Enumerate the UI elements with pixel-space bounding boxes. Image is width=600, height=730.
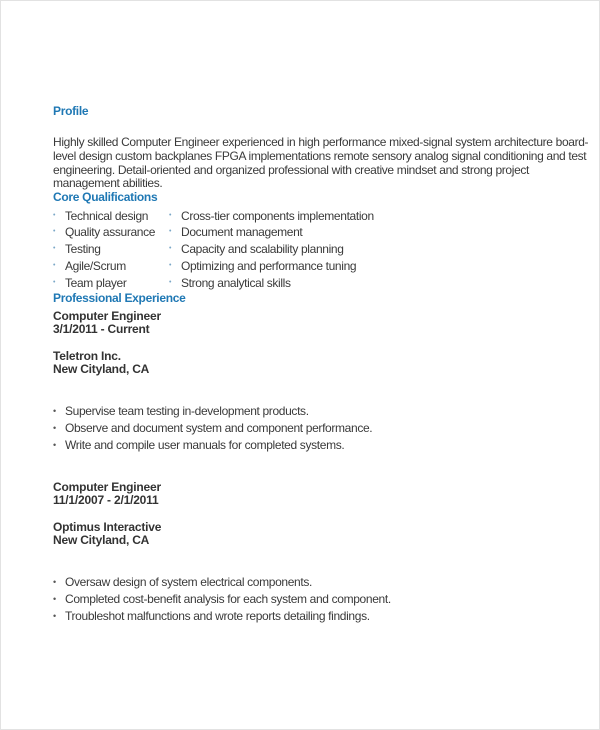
job-bullet: Oversaw design of system electrical components. — [65, 575, 312, 589]
bullet-icon: • — [169, 279, 172, 286]
job-bullet: Supervise team testing in-development products. — [65, 404, 309, 418]
job-dates: 11/1/2007 - 2/1/2011 — [53, 493, 159, 507]
qualification-item: Team player — [65, 276, 127, 290]
bullet-icon: • — [53, 228, 56, 235]
bullet-icon: • — [169, 212, 172, 219]
bullet-icon: • — [53, 423, 57, 433]
job-dates: 3/1/2011 - Current — [53, 322, 150, 336]
job-bullet: Completed cost-benefit analysis for each system and component. — [65, 592, 391, 606]
bullet-icon: • — [53, 577, 57, 587]
job-location: New Cityland, CA — [53, 362, 150, 376]
bullet-icon: • — [169, 262, 172, 269]
profile-line: Highly skilled Computer Engineer experienced in high performance mixed-signal system architecture board- — [53, 135, 589, 149]
profile-heading: Profile — [53, 104, 89, 118]
profile-line: engineering. Detail-oriented and organized professional with creative mindset and strong project — [53, 163, 530, 177]
profile-line: management abilities. — [53, 176, 163, 190]
job-title: Computer Engineer — [53, 309, 161, 323]
job-bullet: Observe and document system and component performance. — [65, 421, 373, 435]
job-company: Teletron Inc. — [53, 349, 121, 363]
qualification-item: Agile/Scrum — [65, 259, 126, 273]
bullet-icon: • — [53, 262, 56, 269]
bullet-icon: • — [53, 594, 57, 604]
job-bullet: Write and compile user manuals for completed systems. — [65, 438, 345, 452]
qualification-item: Cross-tier components implementation — [181, 209, 374, 223]
job-bullet: Troubleshot malfunctions and wrote reports detailing findings. — [65, 609, 370, 623]
bullet-icon: • — [169, 228, 172, 235]
bullet-icon: • — [169, 245, 172, 252]
qualification-item: Testing — [65, 242, 101, 256]
qualification-item: Capacity and scalability planning — [181, 242, 344, 256]
qualification-item: Strong analytical skills — [181, 276, 291, 290]
qualification-item: Optimizing and performance tuning — [181, 259, 357, 273]
bullet-icon: • — [53, 611, 57, 621]
bullet-icon: • — [53, 279, 56, 286]
bullet-icon: • — [53, 406, 57, 416]
qualification-item: Document management — [181, 225, 303, 239]
job-title: Computer Engineer — [53, 480, 161, 494]
profile-line: level design custom backplanes FPGA implementations remote sensory analog signal conditioning and test — [53, 149, 587, 163]
bullet-icon: • — [53, 440, 57, 450]
qualification-item: Quality assurance — [65, 225, 156, 239]
qualifications-heading: Core Qualifications — [53, 190, 158, 204]
qualification-item: Technical design — [65, 209, 149, 223]
job-company: Optimus Interactive — [53, 520, 162, 534]
bullet-icon: • — [53, 212, 56, 219]
bullet-icon: • — [53, 245, 56, 252]
job-location: New Cityland, CA — [53, 533, 150, 547]
experience-heading: Professional Experience — [53, 291, 186, 305]
